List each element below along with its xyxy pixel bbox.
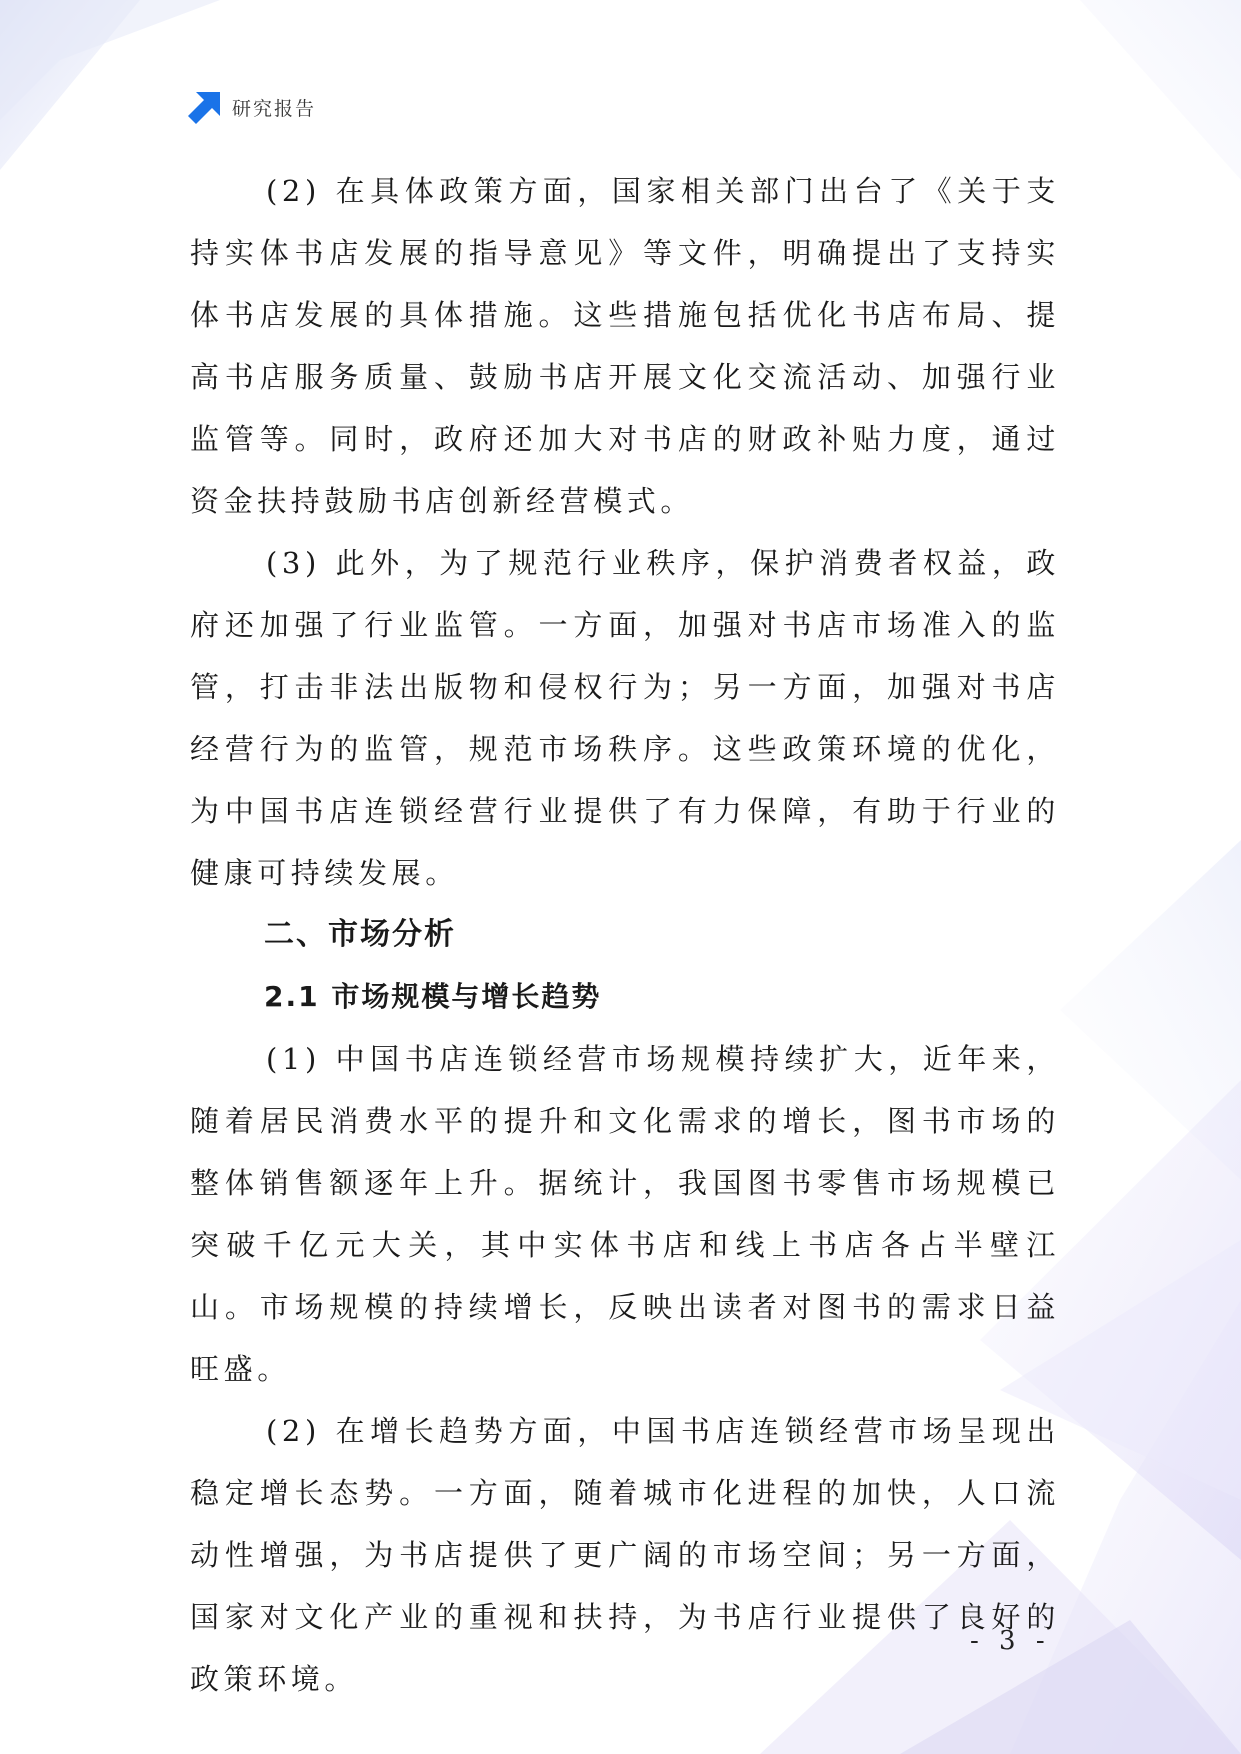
paragraph-industry-regulation: (3) 此外，为了规范行业秩序，保护消费者权益，政府还加强了行业监管。一方面，加强对书店市场准入的监管，打击非法出版物和侵权行为；另一方面，加强对书店经营行为的监管，规范市场秩序。这些政策环境的优化，为中国书店连锁经营行业提供了有力保障，有助于行业的健康可持续发展。 (190, 546, 1060, 890)
document-body (190, 160, 1060, 1710)
paragraph-market-size: (1) 中国书店连锁经营市场规模持续扩大，近年来，随着居民消费水平的提升和文化需求的增长，图书市场的整体销售额逐年上升。据统计，我国图书零售市场规模已突破千亿元大关，其中实体书店和线上书店各占半壁江山。市场规模的持续增长，反映出读者对图书的需求日益旺盛。 (190, 1042, 1060, 1386)
page-number: - 3 - (970, 1626, 1051, 1656)
paragraph-growth-trend: (2) 在增长趋势方面，中国书店连锁经营市场呈现出稳定增长态势。一方面，随着城市化进程的加快，人口流动性增强，为书店提供了更广阔的市场空间；另一方面，国家对文化产业的重视和扶持，为书店行业提供了良好的政策环境。 (190, 1414, 1060, 1696)
subsection-heading: 2.1 市场规模与增长趋势 (264, 980, 602, 1013)
header-title: 研究报告 (232, 97, 317, 120)
section-heading: 二、市场分析 (264, 917, 456, 952)
paragraph-policy-details: (2) 在具体政策方面，国家相关部门出台了《关于支持实体书店发展的指导意见》等文件，明确提出了支持实体书店发展的具体措施。这些措施包括优化书店布局、提高书店服务质量、鼓励书店开展文化交流活动、加强行业监管等。同时，政府还加大对书店的财政补贴力度，通过资金扶持鼓励书店创新经营模式。 (190, 174, 1060, 518)
arrow-up-right-icon (188, 90, 222, 124)
document-header (188, 90, 316, 124)
